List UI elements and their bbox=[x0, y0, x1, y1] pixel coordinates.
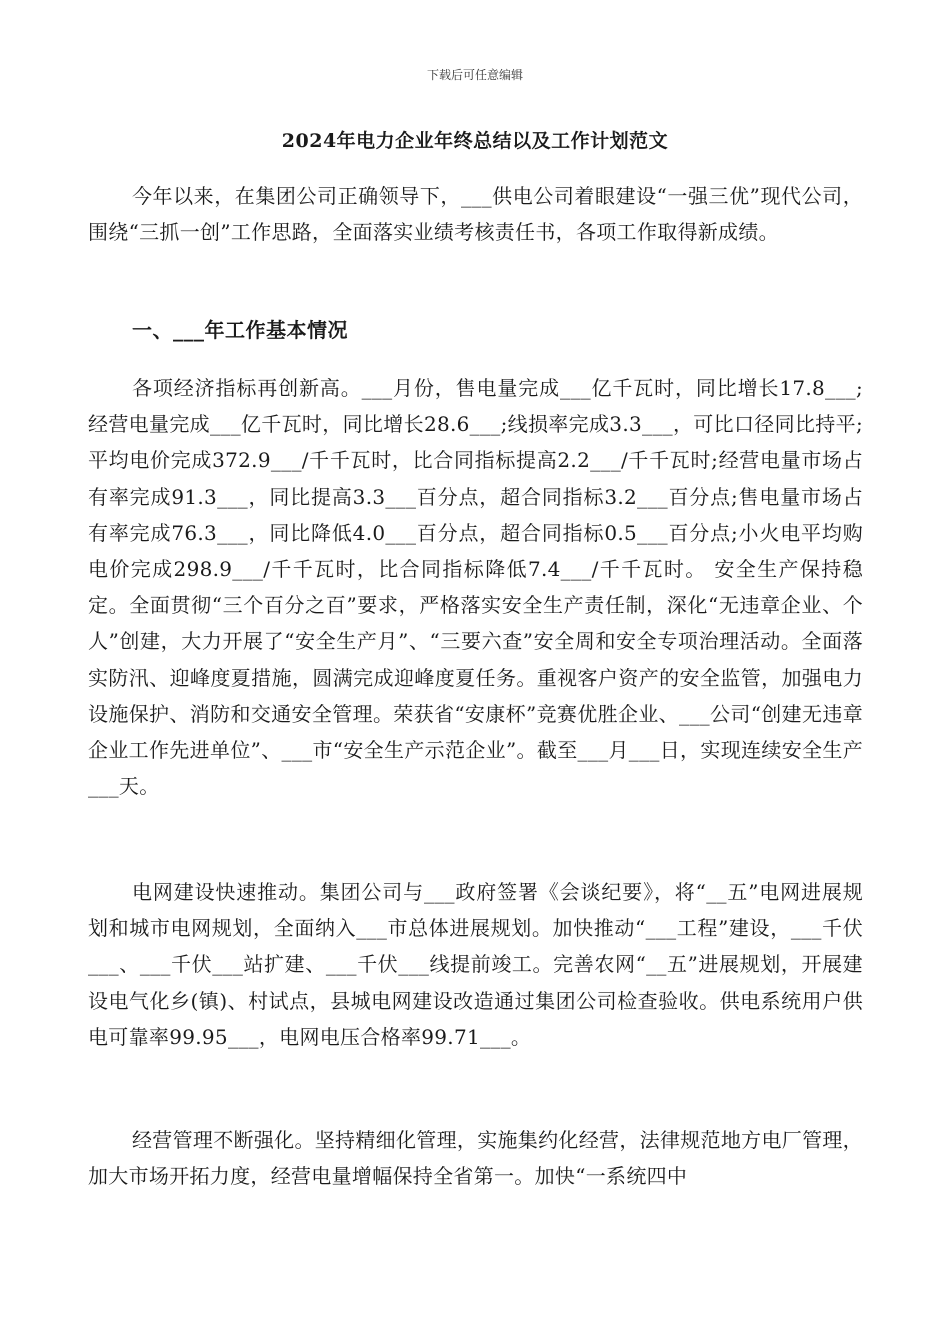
page-header: 下载后可任意编辑 bbox=[426, 68, 523, 82]
body-paragraph-management: 经营管理不断强化。坚持精细化管理，实施集约化经营，法律规范地方电厂管理，加大市场开拓力度，经营电量增幅保持全省第一。加快“一系统四中 bbox=[88, 1128, 863, 1189]
body-paragraph-indicators: 各项经济指标再创新高。___月份，售电量完成___亿千瓦时，同比增长17.8___;经营电量完成___亿千瓦时，同比增长28.6___;线损率完成3.3___，可比口径同比持平;平均电价完成372.9___/千千瓦时，比合同指标提高2.2___/千千瓦时;经营电量市场占有率完成91.3___，同比提高3.3___百分点，超合同指标3.2___百分点;售电量市场占有率完成76.3___，同比降低4.0___百分点，超合同指标0.5___百分点;小火电平均购电价完成298.9___/千千瓦时，比合同指标降低7.4___/千千瓦时。 安全生产保持稳定。全面贯彻“三个百分之百”要求，严格落实安全生产责任制，深化“无违章企业、个人”创建，大力开展了“安全生产月”、“三要六查”安全周和安全专项治理活动。全面落实防汛、迎峰度夏措施，圆满完成迎峰度夏任务。重视客户资产的安全监管，加强电力设施保护、消防和交通安全管理。荣获省“安康杯”竞赛优胜企业、___公司“创建无违章企业工作先进单位”、___市“安全生产示范企业”。截至___月___日，实现连续安全生产___天。 bbox=[88, 376, 863, 799]
section-heading: 一、___年工作基本情况 bbox=[132, 318, 348, 342]
document-title: 2024年电力企业年终总结以及工作计划范文 bbox=[281, 130, 669, 152]
intro-paragraph: 今年以来，在集团公司正确领导下，___供电公司着眼建设“一强三优”现代公司，围绕“三抓一创”工作思路，全面落实业绩考核责任书，各项工作取得新成绩。 bbox=[88, 184, 863, 245]
body-paragraph-grid-construction: 电网建设快速推动。集团公司与___政府签署《会谈纪要》，将“__五”电网进展规划和城市电网规划，全面纳入___市总体进展规划。加快推动“___工程”建设，___千伏___、___千伏___站扩建、___千伏___线提前竣工。完善农网“__五”进展规划，开展建设电气化乡(镇)、村试点，县城电网建设改造通过集团公司检查验收。供电系统用户供电可靠率99.95___，电网电压合格率99.71___。 bbox=[88, 880, 863, 1049]
